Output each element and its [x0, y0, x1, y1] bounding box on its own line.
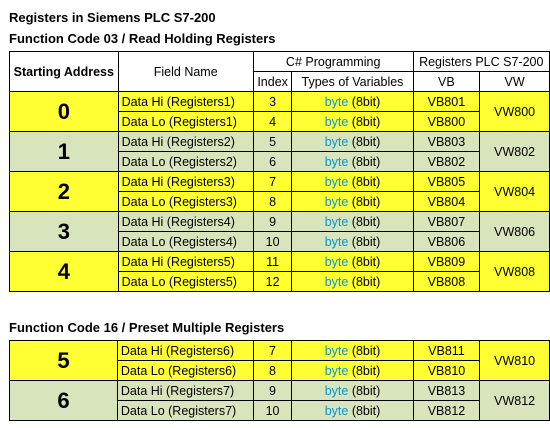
- starting-address: 3: [10, 212, 119, 252]
- vb-register-cell: VB812: [413, 401, 480, 421]
- header-starting-address: Starting Address: [10, 52, 119, 92]
- type-keyword: byte: [324, 134, 349, 149]
- starting-address: 0: [10, 92, 119, 132]
- type-size: (8bit): [348, 174, 381, 189]
- type-keyword: byte: [324, 214, 349, 229]
- type-size: (8bit): [348, 194, 381, 209]
- header-csharp-programming: C# Programming: [253, 52, 413, 72]
- table-row: [10, 341, 550, 361]
- header-vb: VB: [413, 72, 480, 92]
- vb-register-cell: VB807: [413, 212, 480, 232]
- header-field-name: Field Name: [118, 52, 253, 92]
- vb-register-cell: VB800: [413, 112, 480, 132]
- vb-register-cell: VB808: [413, 272, 480, 292]
- index-cell: 9: [253, 381, 292, 401]
- vw-register-cell: VW806: [480, 212, 550, 252]
- preset-multiple-registers-table: [9, 340, 550, 421]
- field-name-cell: Data Lo (Registers6): [117, 361, 253, 381]
- variable-type-cell: [292, 381, 413, 401]
- table-row: [10, 212, 550, 232]
- type-keyword: byte: [324, 274, 349, 289]
- table-row: [10, 92, 550, 112]
- type-keyword: byte: [324, 94, 349, 109]
- table-row: [10, 252, 550, 272]
- starting-address: 4: [10, 252, 119, 292]
- vw-register-cell: VW804: [480, 172, 550, 212]
- starting-address: 6: [10, 381, 118, 421]
- variable-type-cell: [292, 172, 413, 192]
- vb-register-cell: VB809: [413, 252, 480, 272]
- index-cell: 9: [253, 212, 292, 232]
- type-size: (8bit): [348, 274, 381, 289]
- type-keyword: byte: [324, 254, 349, 269]
- index-cell: 10: [253, 401, 292, 421]
- index-cell: 5: [253, 132, 292, 152]
- starting-address: 1: [10, 132, 119, 172]
- vb-register-cell: VB811: [413, 341, 480, 361]
- header-registers-plc: Registers PLC S7-200: [413, 52, 549, 72]
- index-cell: 7: [253, 341, 292, 361]
- variable-type-cell: [292, 401, 413, 421]
- title-line-2: Function Code 03 / Read Holding Registers: [9, 31, 276, 46]
- type-keyword: byte: [324, 234, 349, 249]
- vb-register-cell: VB806: [413, 232, 480, 252]
- type-size: (8bit): [348, 94, 381, 109]
- vb-register-cell: VB810: [413, 361, 480, 381]
- variable-type-cell: [292, 361, 413, 381]
- title-line-1: Registers in Siemens PLC S7-200: [9, 10, 216, 25]
- vw-register-cell: VW808: [480, 252, 550, 292]
- type-size: (8bit): [348, 403, 381, 418]
- type-keyword: byte: [324, 174, 349, 189]
- starting-address: 2: [10, 172, 119, 212]
- type-size: (8bit): [348, 134, 381, 149]
- type-keyword: byte: [324, 403, 349, 418]
- field-name-cell: Data Hi (Registers1): [118, 92, 253, 112]
- variable-type-cell: [292, 92, 413, 112]
- type-size: (8bit): [348, 214, 381, 229]
- header-types-of-variables: Types of Variables: [292, 72, 413, 92]
- field-name-cell: Data Lo (Registers3): [118, 192, 253, 212]
- variable-type-cell: [292, 192, 413, 212]
- index-cell: 6: [253, 152, 292, 172]
- vw-register-cell: VW800: [480, 92, 550, 132]
- vb-register-cell: VB804: [413, 192, 480, 212]
- type-keyword: byte: [324, 383, 349, 398]
- field-name-cell: Data Lo (Registers4): [118, 232, 253, 252]
- table-row: [10, 381, 550, 401]
- field-name-cell: Data Lo (Registers1): [118, 112, 253, 132]
- vb-register-cell: VB803: [413, 132, 480, 152]
- field-name-cell: Data Lo (Registers7): [117, 401, 253, 421]
- type-size: (8bit): [348, 114, 381, 129]
- section-2-title: Function Code 16 / Preset Multiple Registers: [9, 320, 285, 335]
- field-name-cell: Data Hi (Registers7): [117, 381, 253, 401]
- type-keyword: byte: [324, 154, 349, 169]
- header-index: Index: [253, 72, 292, 92]
- type-size: (8bit): [348, 343, 381, 358]
- variable-type-cell: [292, 232, 413, 252]
- field-name-cell: Data Hi (Registers5): [118, 252, 253, 272]
- field-name-cell: Data Hi (Registers2): [118, 132, 253, 152]
- table-row: [10, 172, 550, 192]
- vw-register-cell: VW810: [480, 341, 550, 381]
- type-keyword: byte: [324, 363, 349, 378]
- field-name-cell: Data Hi (Registers6): [117, 341, 253, 361]
- variable-type-cell: [292, 212, 413, 232]
- type-keyword: byte: [324, 194, 349, 209]
- variable-type-cell: [292, 272, 413, 292]
- type-size: (8bit): [348, 234, 381, 249]
- table-row: [10, 132, 550, 152]
- type-keyword: byte: [324, 114, 349, 129]
- type-size: (8bit): [348, 363, 381, 378]
- variable-type-cell: [292, 152, 413, 172]
- vb-register-cell: VB805: [413, 172, 480, 192]
- index-cell: 8: [253, 192, 292, 212]
- variable-type-cell: [292, 112, 413, 132]
- field-name-cell: Data Hi (Registers3): [118, 172, 253, 192]
- field-name-cell: Data Hi (Registers4): [118, 212, 253, 232]
- index-cell: 10: [253, 232, 292, 252]
- variable-type-cell: [292, 341, 413, 361]
- variable-type-cell: [292, 132, 413, 152]
- index-cell: 3: [253, 92, 292, 112]
- index-cell: 7: [253, 172, 292, 192]
- header-vw: VW: [480, 72, 550, 92]
- index-cell: 4: [253, 112, 292, 132]
- type-size: (8bit): [348, 154, 381, 169]
- field-name-cell: Data Lo (Registers2): [118, 152, 253, 172]
- index-cell: 8: [253, 361, 292, 381]
- type-size: (8bit): [348, 254, 381, 269]
- vb-register-cell: VB801: [413, 92, 480, 112]
- vw-register-cell: VW812: [480, 381, 550, 421]
- vw-register-cell: VW802: [480, 132, 550, 172]
- field-name-cell: Data Lo (Registers5): [118, 272, 253, 292]
- index-cell: 11: [253, 252, 292, 272]
- index-cell: 12: [253, 272, 292, 292]
- vb-register-cell: VB802: [413, 152, 480, 172]
- variable-type-cell: [292, 252, 413, 272]
- type-size: (8bit): [348, 383, 381, 398]
- type-keyword: byte: [324, 343, 349, 358]
- starting-address: 5: [10, 341, 118, 381]
- vb-register-cell: VB813: [413, 381, 480, 401]
- read-holding-registers-table: [9, 51, 550, 292]
